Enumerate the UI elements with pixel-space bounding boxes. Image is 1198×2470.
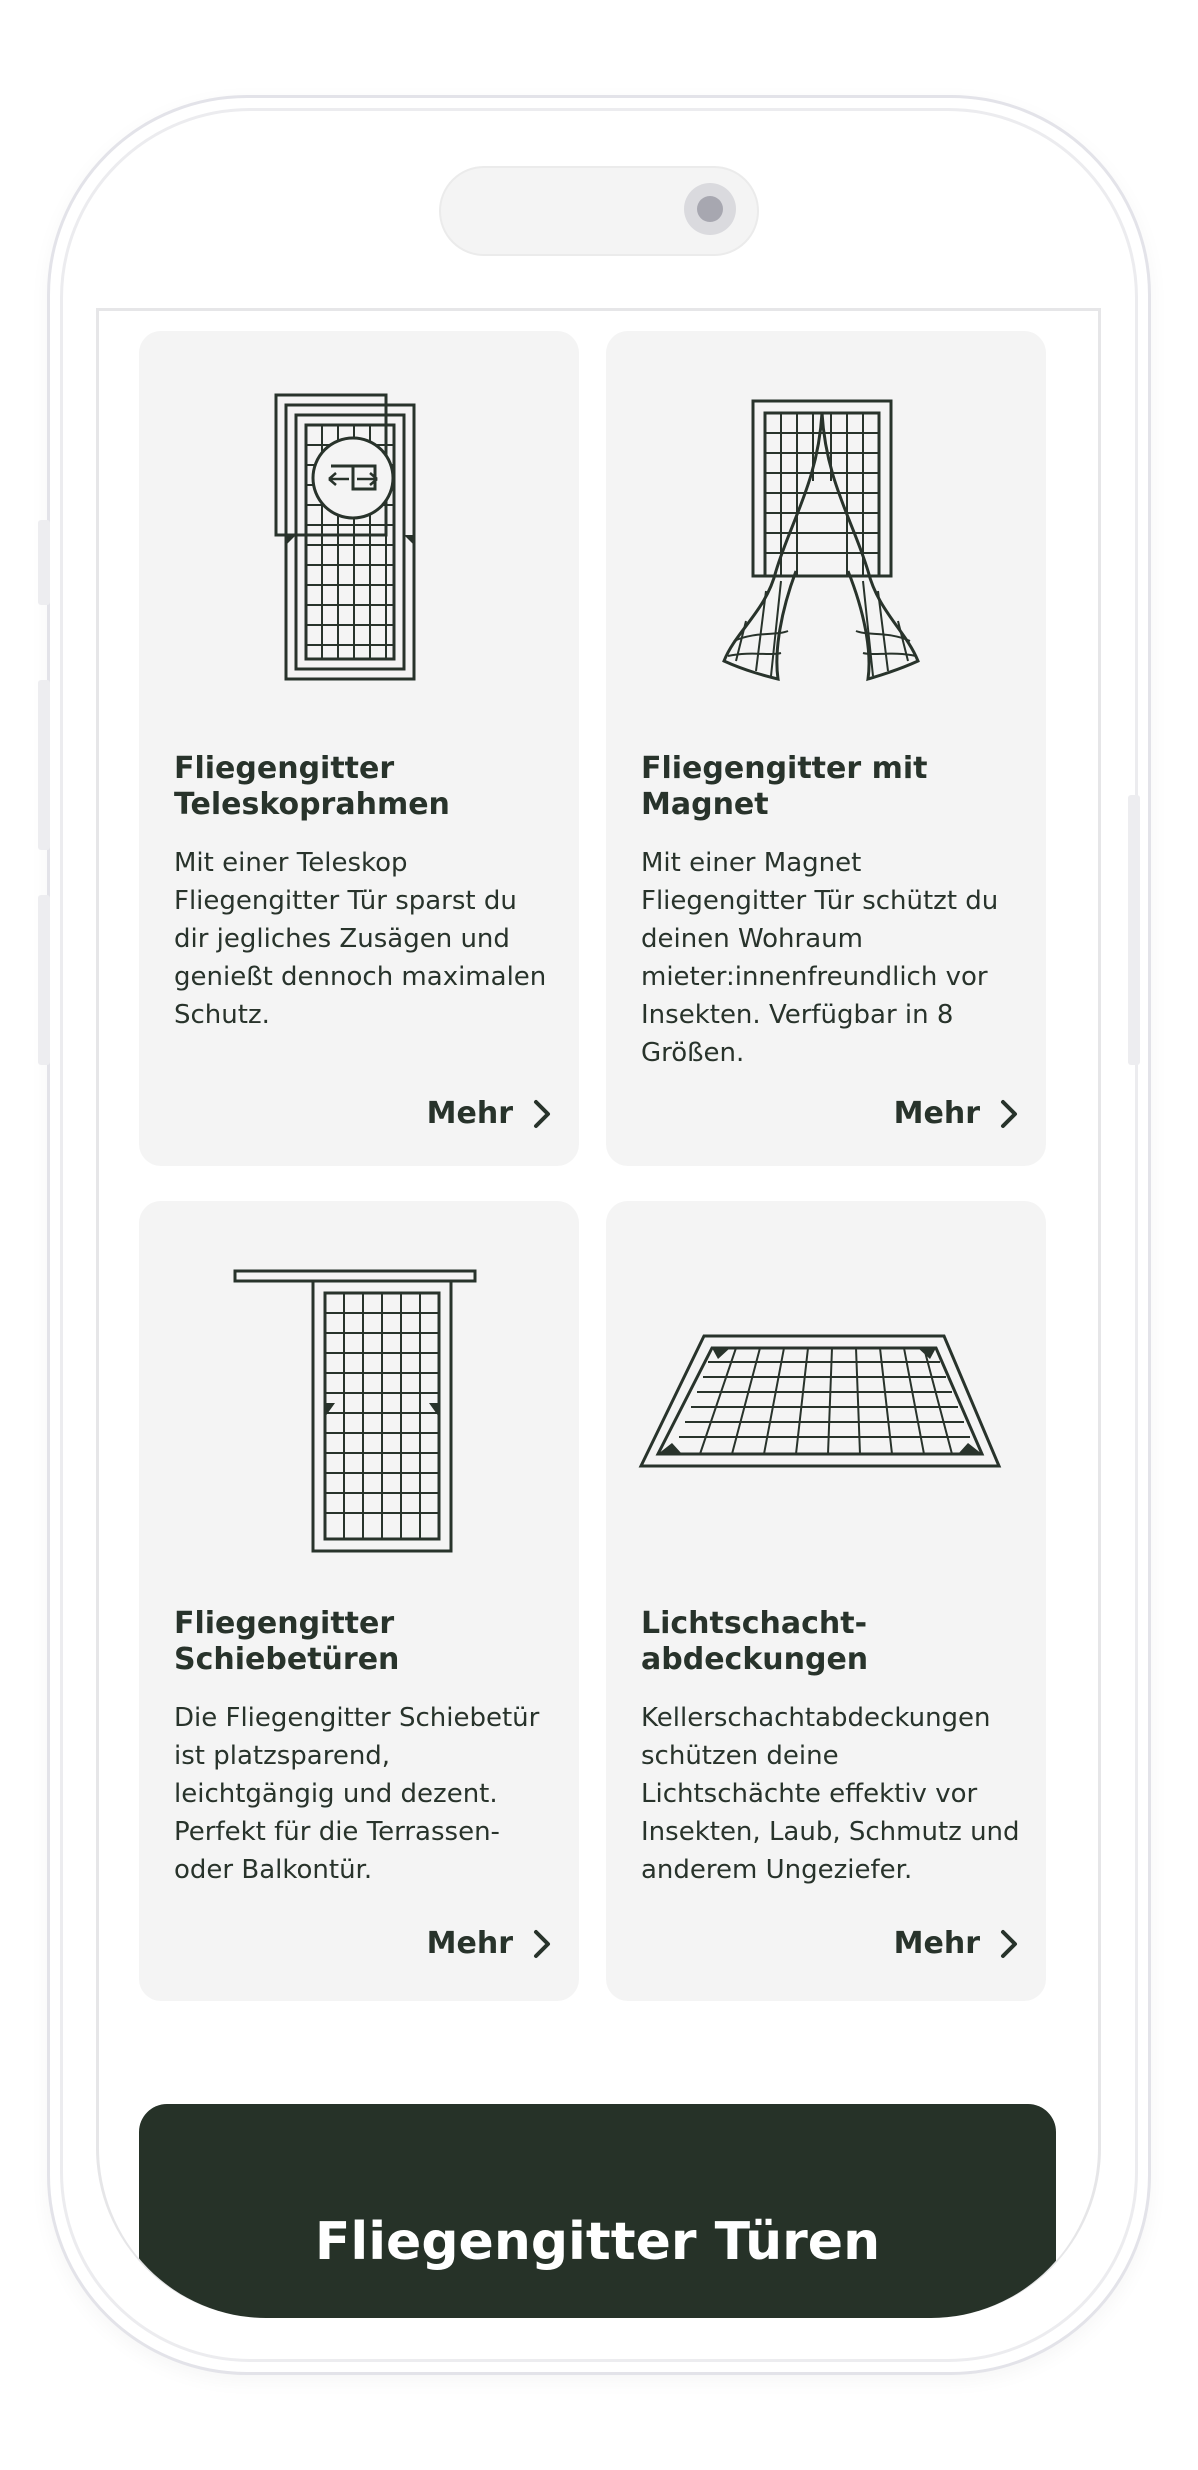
card-title: Fliegengitter Schiebetüren bbox=[174, 1606, 400, 1677]
product-card-magnet[interactable] bbox=[606, 331, 1046, 1166]
phone-screen bbox=[96, 308, 1101, 2318]
card-title: Lichtschacht-abdeckungen bbox=[641, 1606, 869, 1677]
power-button bbox=[1128, 795, 1140, 1065]
mute-switch bbox=[38, 520, 50, 605]
light-well-cover-icon bbox=[606, 1201, 1046, 1601]
more-label: Mehr bbox=[426, 1096, 513, 1131]
telescope-frame-screen-icon bbox=[139, 331, 579, 731]
product-card-sliding-door[interactable] bbox=[139, 1201, 579, 2001]
category-banner-button[interactable] bbox=[139, 2104, 1056, 2318]
card-description: Mit einer Magnet Fliegengitter Tür schützt du deinen Wohraum mieter:innenfreundlich vor Insekten. Verfügbar in 8 Größen. bbox=[641, 848, 999, 1068]
product-card-telescope[interactable] bbox=[139, 331, 579, 1166]
more-label: Mehr bbox=[893, 1096, 980, 1131]
chevron-right-icon bbox=[1000, 1929, 1018, 1959]
more-label: Mehr bbox=[893, 1926, 980, 1961]
more-link[interactable] bbox=[894, 1096, 1018, 1131]
more-label: Mehr bbox=[426, 1926, 513, 1961]
card-title: Fliegengitter Teleskoprahmen bbox=[174, 751, 450, 822]
volume-up-button bbox=[38, 680, 50, 850]
front-camera bbox=[684, 183, 736, 235]
chevron-right-icon bbox=[1000, 1099, 1018, 1129]
sliding-door-screen-icon bbox=[139, 1201, 579, 1601]
more-link[interactable] bbox=[894, 1926, 1018, 1961]
chevron-right-icon bbox=[533, 1929, 551, 1959]
volume-down-button bbox=[38, 895, 50, 1065]
category-banner-label: Fliegengitter Türen bbox=[314, 2212, 881, 2272]
magnetic-curtain-screen-icon bbox=[606, 331, 1046, 731]
chevron-right-icon bbox=[533, 1099, 551, 1129]
card-description: Kellerschachtabdeckungen schützen deine Lichtschächte effektiv vor Insekten, Laub, Schmutz und anderem Ungeziefer. bbox=[641, 1703, 1020, 1885]
card-description: Mit einer Teleskop Fliegengitter Tür sparst du dir jegliches Zusägen und genießt dennoch maximalen Schutz. bbox=[174, 848, 547, 1030]
more-link[interactable] bbox=[427, 1096, 551, 1131]
card-description: Die Fliegengitter Schiebetür ist platzsparend, leichtgängig und dezent. Perfekt für die Terrassen- oder Balkontür. bbox=[174, 1703, 540, 1885]
more-link[interactable] bbox=[427, 1926, 551, 1961]
card-title: Fliegengitter mit Magnet bbox=[641, 751, 928, 822]
product-card-light-well[interactable] bbox=[606, 1201, 1046, 2001]
